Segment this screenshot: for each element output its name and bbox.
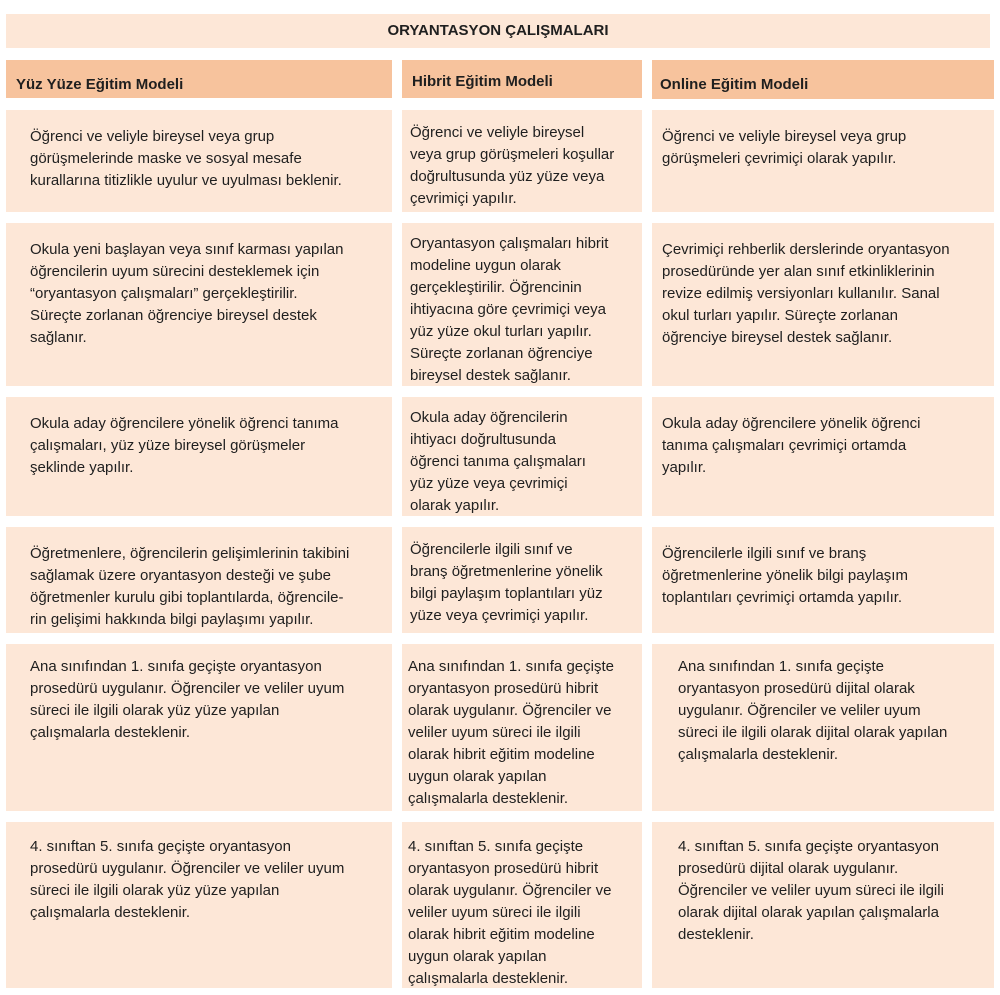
cell-text-line: sağlamak üzere oryantasyon desteği ve şube (30, 567, 332, 584)
cell-text-line: yüz yüze veya çevrimiçi (410, 475, 568, 492)
table-cell (6, 110, 392, 212)
cell-text-line: Süreçte zorlanan öğrenciye (410, 345, 593, 362)
cell-text (662, 543, 908, 609)
cell-text-line: oryantasyon prosedürü hibrit (408, 860, 599, 877)
cell-text-line: toplantıları çevrimiçi ortamda yapılır. (662, 589, 903, 606)
cell-text-line: şeklinde yapılır. (30, 459, 134, 476)
cell-text-line: bireysel destek sağlanır. (410, 367, 571, 384)
cell-text-line: Öğrenci ve veliyle bireysel veya grup (30, 128, 275, 145)
cell-text-line: uygun olarak yapılan (408, 948, 547, 965)
cell-text-line: Öğrencilerle ilgili sınıf ve (410, 541, 573, 558)
cell-text-line: 4. sınıftan 5. sınıfa geçişte oryantasyon (30, 838, 291, 855)
column-header (402, 60, 642, 98)
column-header-label: Hibrit Eğitim Modeli (412, 73, 553, 90)
cell-text (410, 407, 586, 517)
cell-text-line: yüze veya çevrimiçi yapılır. (410, 607, 589, 624)
table-cell (402, 397, 642, 516)
cell-text-line: revize edilmiş versiyonları kullanılır. Sanal (662, 285, 940, 302)
cell-text-line: Öğrencilerle ilgili sınıf ve branş (662, 545, 867, 562)
cell-text (662, 239, 950, 349)
table-cell (6, 822, 392, 988)
cell-text (662, 413, 920, 479)
table-cell (402, 223, 642, 386)
cell-text-line: yüz yüze okul turları yapılır. (410, 323, 592, 340)
cell-text-line: okul turları yapılır. Süreçte zorlanan (662, 307, 898, 324)
cell-text-line: Okula yeni başlayan veya sınıf karması yapılan (30, 241, 344, 258)
cell-text-line: olarak yapılır. (410, 497, 500, 514)
cell-text (408, 656, 614, 810)
cell-text-line: Öğretmenlere, öğrencilerin gelişimlerinin takibini (30, 545, 350, 562)
cell-text-line: prosedüründe yer alan sınıf etkinliklerinin (662, 263, 935, 280)
cell-text-line: bilgi paylaşım toplantıları yüz (410, 585, 603, 602)
cell-text-line: Süreçte zorlanan öğrenciye bireysel destek (30, 307, 317, 324)
cell-text-line: “oryantasyon çalışmaları” gerçekleştirilir. (30, 285, 298, 302)
column-header (652, 60, 994, 99)
cell-text-line: öğrencilerin uyum sürecini desteklemek için (30, 263, 320, 280)
column-header-label: Yüz Yüze Eğitim Modeli (16, 76, 184, 93)
table-cell (6, 223, 392, 386)
cell-text-line: Oryantasyon çalışmaları hibrit (410, 235, 609, 252)
cell-text (410, 233, 608, 387)
cell-text-line: uygun olarak yapılan (408, 768, 547, 785)
cell-text-line: ihtiyacı doğrultusunda (410, 431, 556, 448)
cell-text-line: veya grup görüşmeleri koşullar (410, 146, 615, 163)
cell-text-line: öğrenci tanıma çalışmaları (410, 453, 586, 470)
cell-text-line: yapılır. (662, 459, 707, 476)
cell-text-line: olarak dijital olarak yapılan çalışmalarla (678, 904, 939, 921)
cell-text-line: kurallarına titizlikle uyulur ve uyulması beklenir. (30, 172, 342, 189)
cell-text (30, 126, 342, 192)
cell-text-line: çevrimiçi yapılır. (410, 190, 517, 207)
cell-text-line: çalışmalarla desteklenir. (30, 724, 191, 741)
cell-text (410, 539, 603, 627)
cell-text-line: öğrenciye bireysel destek sağlanır. (662, 329, 893, 346)
cell-text (408, 836, 611, 990)
cell-text-line: prosedürü dijital olarak uygulanır. (678, 860, 899, 877)
table-cell (6, 527, 392, 633)
cell-text-line: süreci ile ilgili olarak yüz yüze yapılan (30, 882, 280, 899)
cell-text-line: çalışmalarla desteklenir. (408, 970, 569, 987)
cell-text-line: öğretmenler kurulu gibi toplantılarda, öğrencile- (30, 589, 344, 606)
table-cell (402, 822, 642, 988)
page-title: ORYANTASYON ÇALIŞMALARI (6, 14, 990, 48)
cell-text (410, 122, 614, 210)
cell-text-line: çalışmalarla desteklenir. (30, 904, 191, 921)
table-cell (652, 822, 994, 988)
cell-text-line: çalışmaları, yüz yüze bireysel görüşmeler (30, 437, 306, 454)
cell-text-line: uygulanır. Öğrenciler ve veliler uyum (678, 702, 921, 719)
table-cell (652, 110, 994, 212)
cell-text (662, 126, 906, 170)
cell-text-line: veliler uyum süreci ile ilgili (408, 904, 581, 921)
cell-text-line: desteklenir. (678, 926, 754, 943)
cell-text-line: rin gelişimi hakkında bilgi paylaşımı yapılır. (30, 611, 314, 628)
table-cell (652, 397, 994, 516)
cell-text-line: Çevrimiçi rehberlik derslerinde oryantasyon (662, 241, 950, 258)
cell-text-line: olarak uygulanır. Öğrenciler ve (408, 702, 612, 719)
cell-text-line: olarak uygulanır. Öğrenciler ve (408, 882, 612, 899)
cell-text (30, 543, 349, 631)
table-cell (652, 644, 994, 811)
cell-text-line: Ana sınıfından 1. sınıfa geçişte (408, 658, 614, 675)
cell-text-line: çalışmalarla desteklenir. (678, 746, 839, 763)
cell-text-line: süreci ile ilgili olarak yüz yüze yapılan (30, 702, 280, 719)
cell-text-line: tanıma çalışmaları çevrimiçi ortamda (662, 437, 907, 454)
cell-text-line: olarak hibrit eğitim modeline (408, 746, 595, 763)
cell-text (678, 656, 947, 766)
table-cell (6, 644, 392, 811)
cell-text-line: çalışmalarla desteklenir. (408, 790, 569, 807)
table-cell (652, 527, 994, 633)
cell-text-line: öğretmenlerine yönelik bilgi paylaşım (662, 567, 908, 584)
cell-text-line: sağlanır. (30, 329, 87, 346)
cell-text-line: oryantasyon prosedürü dijital olarak (678, 680, 915, 697)
table-cell (6, 397, 392, 516)
cell-text (678, 836, 944, 946)
cell-text (30, 836, 344, 924)
table-cell (402, 527, 642, 633)
cell-text-line: 4. sınıftan 5. sınıfa geçişte (408, 838, 584, 855)
cell-text-line: prosedürü uygulanır. Öğrenciler ve veliler uyum (30, 680, 345, 697)
cell-text-line: Öğrenciler ve veliler uyum süreci ile ilgili (678, 882, 944, 899)
table-cell (402, 110, 642, 212)
cell-text-line: görüşmelerinde maske ve sosyal mesafe (30, 150, 302, 167)
column-header (6, 60, 392, 98)
cell-text-line: branş öğretmenlerine yönelik (410, 563, 603, 580)
cell-text-line: Öğrenci ve veliyle bireysel (410, 124, 585, 141)
cell-text-line: olarak hibrit eğitim modeline (408, 926, 595, 943)
cell-text-line: süreci ile ilgili olarak dijital olarak yapılan (678, 724, 948, 741)
cell-text-line: oryantasyon prosedürü hibrit (408, 680, 599, 697)
cell-text-line: ihtiyacına göre çevrimiçi veya (410, 301, 606, 318)
cell-text (30, 239, 344, 349)
cell-text-line: Öğrenci ve veliyle bireysel veya grup (662, 128, 907, 145)
cell-text-line: veliler uyum süreci ile ilgili (408, 724, 581, 741)
cell-text-line: prosedürü uygulanır. Öğrenciler ve veliler uyum (30, 860, 345, 877)
cell-text-line: modeline uygun olarak (410, 257, 561, 274)
cell-text-line: Ana sınıfından 1. sınıfa geçişte (678, 658, 884, 675)
cell-text-line: gerçekleştirilir. Öğrencinin (410, 279, 582, 296)
column-header-label: Online Eğitim Modeli (660, 76, 809, 93)
table-cell (652, 223, 994, 386)
cell-text (30, 656, 344, 744)
cell-text-line: Okula aday öğrencilere yönelik öğrenci (662, 415, 921, 432)
cell-text-line: Okula aday öğrencilerin (410, 409, 568, 426)
cell-text-line: Okula aday öğrencilere yönelik öğrenci tanıma (30, 415, 339, 432)
cell-text-line: Ana sınıfından 1. sınıfa geçişte oryantasyon (30, 658, 322, 675)
table-cell (402, 644, 642, 811)
cell-text-line: doğrultusunda yüz yüze veya (410, 168, 605, 185)
cell-text (30, 413, 339, 479)
cell-text-line: görüşmeleri çevrimiçi olarak yapılır. (662, 150, 897, 167)
cell-text-line: 4. sınıftan 5. sınıfa geçişte oryantasyon (678, 838, 939, 855)
